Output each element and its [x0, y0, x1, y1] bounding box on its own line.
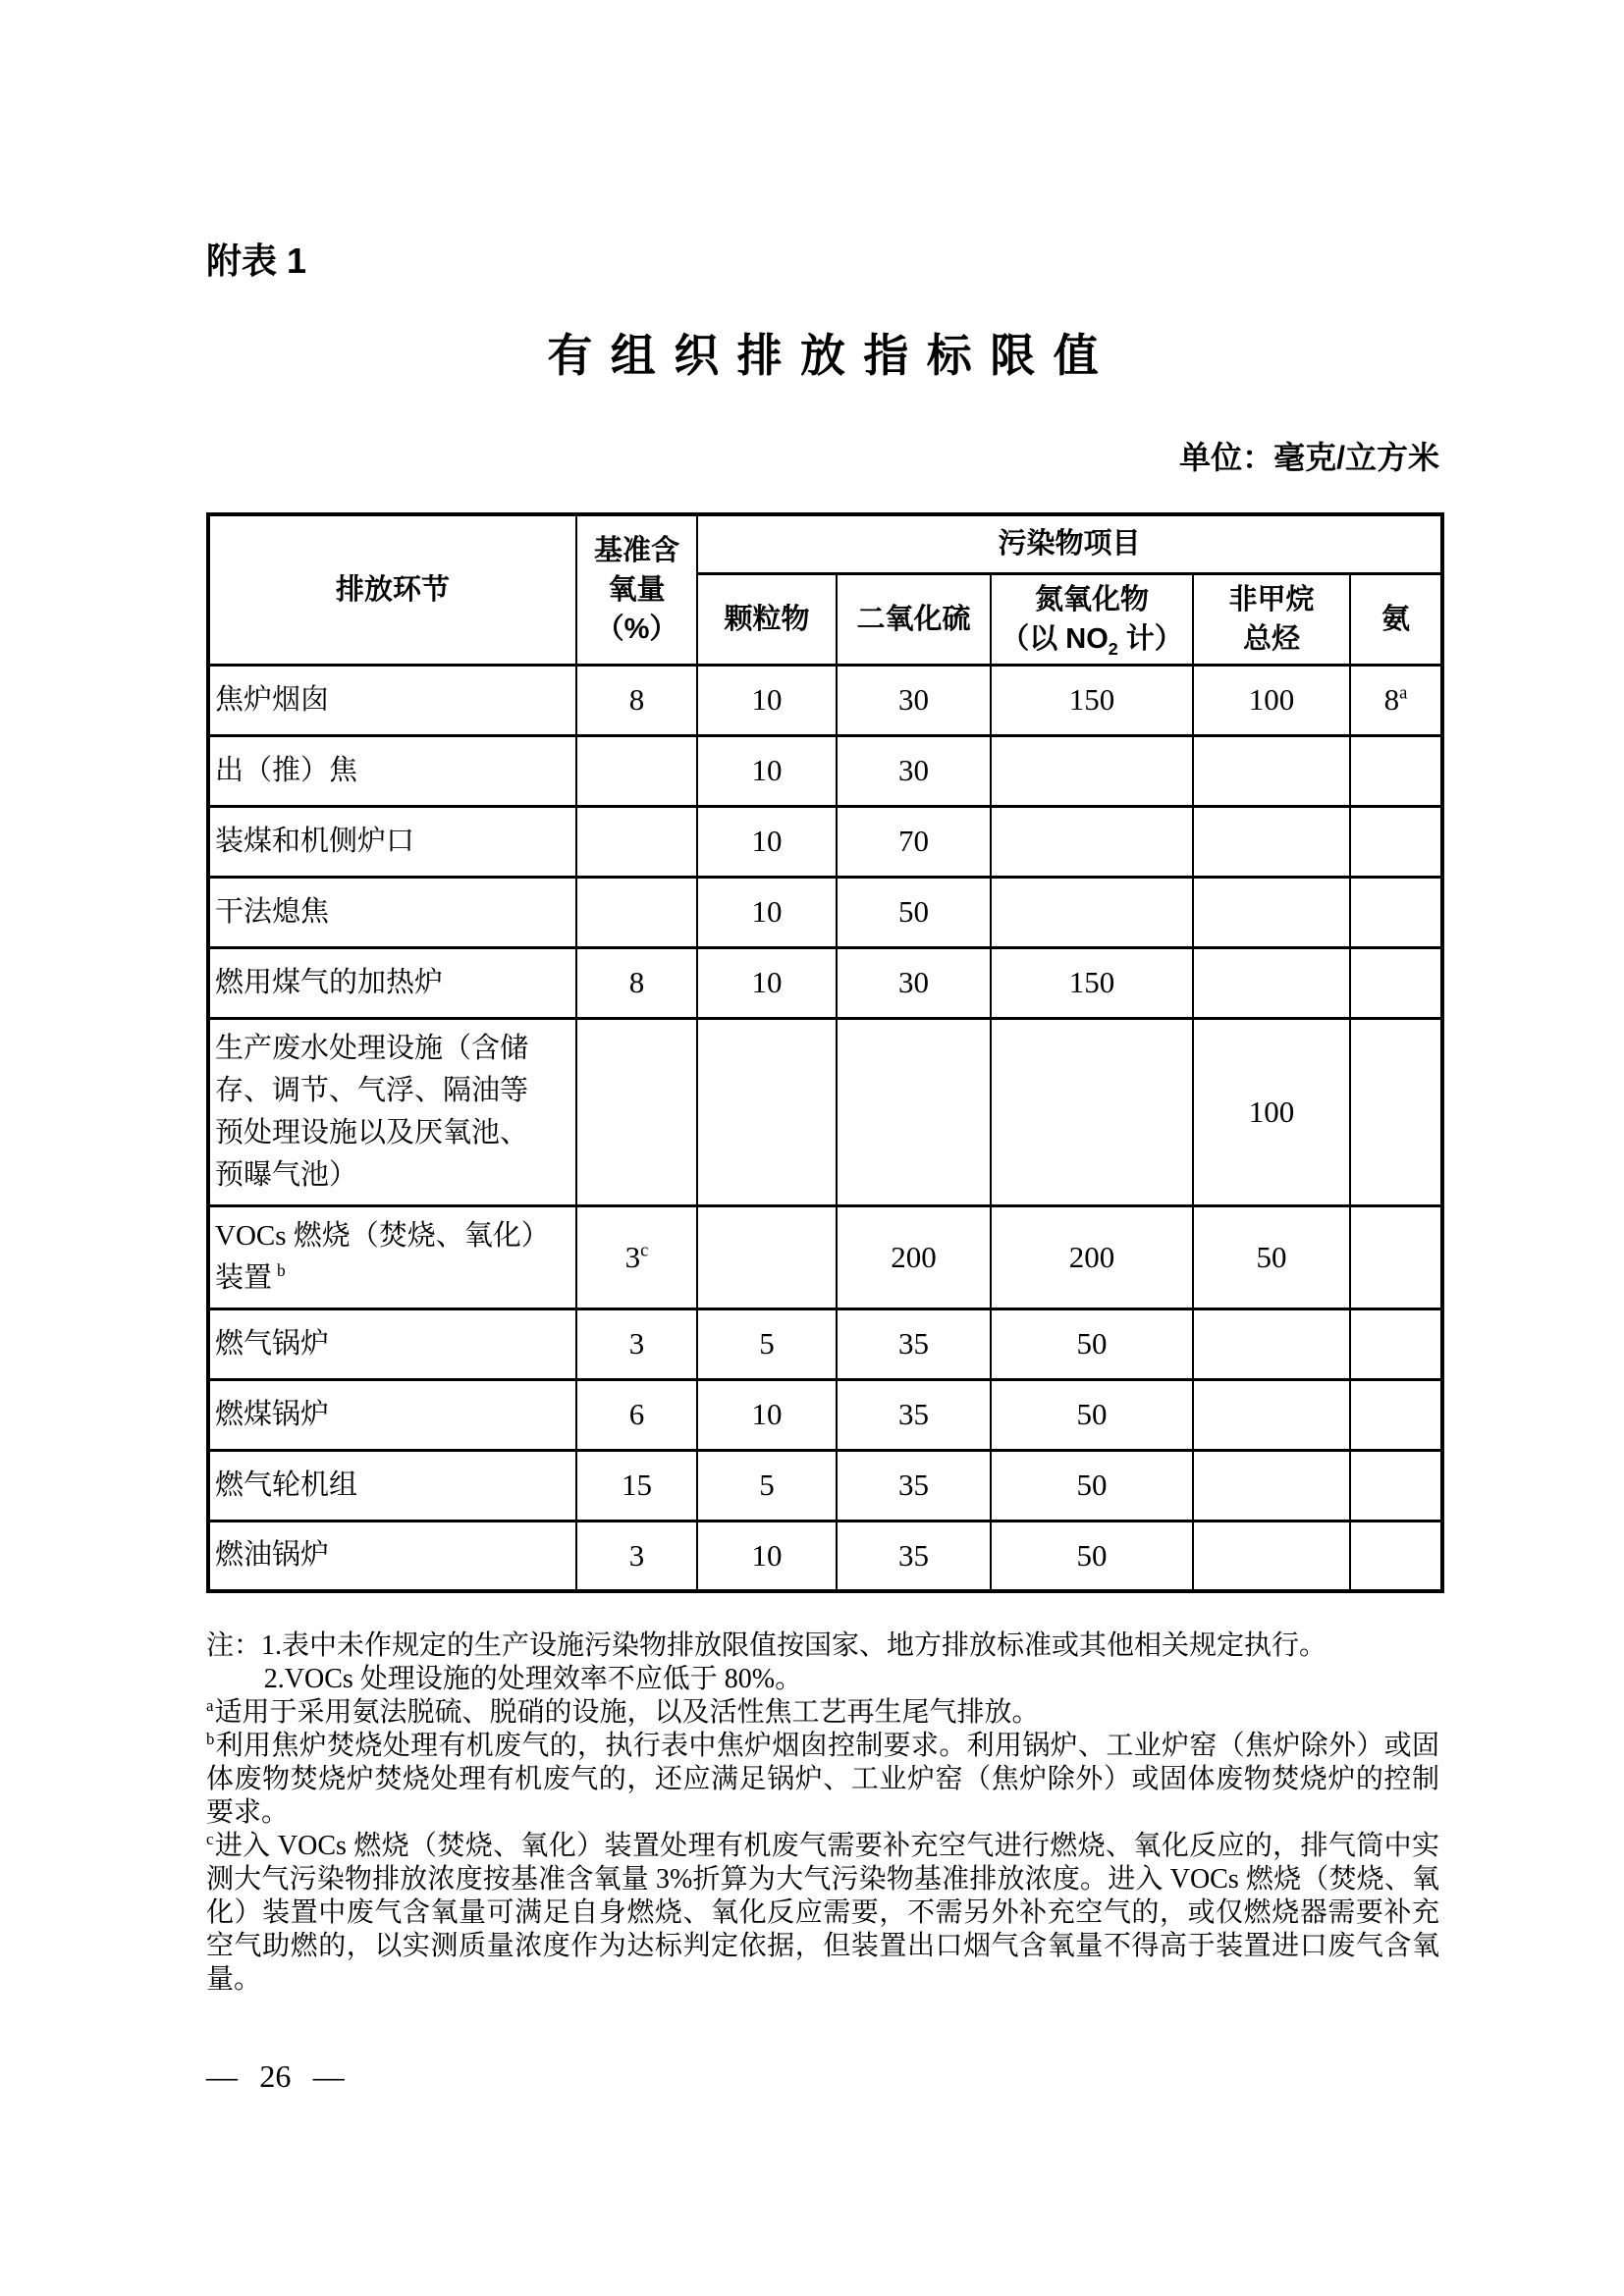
attachment-table-label: 附表 1: [206, 240, 307, 281]
table-row: [208, 1450, 1442, 1521]
cell-so2: 30: [837, 947, 991, 1018]
row-label: 装煤和机侧炉口: [215, 825, 415, 857]
table-row: [208, 665, 1442, 735]
page-title: 有组织排放指标限值: [547, 330, 1116, 381]
cell-nh3: [1350, 806, 1442, 877]
cell-nh3: [1350, 735, 1442, 806]
emission-limits-table: [206, 512, 1444, 1593]
footnote-line: [206, 1830, 1439, 1997]
cell-so2: 30: [837, 735, 991, 806]
header-baseline-oxygen-line2: 氧量: [608, 573, 666, 606]
cell-nox: 50: [991, 1379, 1193, 1450]
table-header: [208, 514, 1442, 665]
cell-nh3: [1350, 877, 1442, 947]
row-label: 出（推）焦: [215, 754, 358, 786]
cell-oxygen: 3: [576, 1521, 697, 1591]
cell-nh3: [1350, 1205, 1442, 1308]
cell-oxygen: [576, 806, 697, 877]
footnotes: [206, 1629, 1439, 1997]
cell-pm: 10: [697, 735, 837, 806]
row-label: 燃油锅炉: [215, 1539, 330, 1572]
footnote-line: [206, 1730, 1439, 1830]
row-label: 燃用煤气的加热炉: [215, 966, 444, 998]
header-nmhc-line2: 总烃: [1242, 622, 1300, 655]
cell-oxygen: [576, 735, 697, 806]
cell-oxygen: 3: [576, 1308, 697, 1379]
cell-pm: 10: [697, 947, 837, 1018]
cell-so2: 30: [837, 665, 991, 735]
cell-nh3: [1350, 1450, 1442, 1521]
footnote-text: 适用于采用氨法脱硫、脱硝的设施，以及活性焦工艺再生尾气排放。: [214, 1697, 1040, 1728]
header-pollutant-group: 污染物项目: [697, 514, 1442, 573]
header-so2: 二氧化硫: [837, 573, 991, 665]
cell-nox: 150: [991, 665, 1193, 735]
cell-pm: 10: [697, 806, 837, 877]
footnote-marker: a: [206, 1695, 214, 1715]
table-row: [208, 1205, 1442, 1308]
footnote-text: 注：1.表中未作规定的生产设施污染物排放限值按国家、地方排放标准或其他相关规定执行。: [206, 1630, 1327, 1661]
cell-so2: 200: [837, 1205, 991, 1308]
page-number: — 26 —: [206, 2058, 345, 2094]
header-baseline-oxygen-line1: 基准含: [593, 534, 679, 566]
row-label-cell: [208, 1379, 576, 1450]
cell-nmhc: [1193, 877, 1350, 947]
row-label-cell: [208, 877, 576, 947]
header-pm: 颗粒物: [697, 573, 837, 665]
row-label: 生产废水处理设施（含储存、调节、气浮、隔油等预处理设施以及厌氧池、预曝气池）: [215, 1032, 529, 1191]
cell-nh3: 8$^a$: [1350, 665, 1442, 735]
header-nh3: 氨: [1350, 573, 1442, 665]
cell-nox: 50: [991, 1521, 1193, 1591]
table-row: [208, 806, 1442, 877]
cell-pm: [697, 1205, 837, 1308]
cell-pm: 10: [697, 1379, 837, 1450]
header-baseline-oxygen-line3: （%）: [595, 613, 678, 645]
table-row: [208, 1379, 1442, 1450]
cell-oxygen: 15: [576, 1450, 697, 1521]
row-label-cell: [208, 1205, 576, 1308]
cell-pm: 10: [697, 665, 837, 735]
table-row: [208, 1521, 1442, 1591]
footnote-line: [206, 1629, 1439, 1663]
footnote-text: 利用焦炉焚烧处理有机废气的，执行表中焦炉烟囱控制要求。利用锅炉、工业炉窑（焦炉除外）或固体废物焚烧炉焚烧处理有机废气的，还应满足锅炉、工业炉窑（焦炉除外）或固体废物焚烧炉的控制要求。: [206, 1731, 1439, 1828]
cell-nh3: [1350, 947, 1442, 1018]
cell-oxygen: 8: [576, 665, 697, 735]
cell-nox: 50: [991, 1308, 1193, 1379]
cell-pm: 5: [697, 1450, 837, 1521]
row-label-cell: [208, 1450, 576, 1521]
cell-pm: [697, 1018, 837, 1205]
header-nox-subscript: 2: [1108, 638, 1118, 659]
footnote-line: [206, 1663, 1439, 1696]
cell-nmhc: [1193, 806, 1350, 877]
row-label: 燃煤锅炉: [215, 1398, 330, 1430]
cell-nox: [991, 877, 1193, 947]
cell-nox: 150: [991, 947, 1193, 1018]
cell-nh3: [1350, 1308, 1442, 1379]
row-label: 干法熄焦: [215, 895, 330, 928]
cell-nmhc: 100: [1193, 665, 1350, 735]
row-label-cell: [208, 806, 576, 877]
cell-so2: 35: [837, 1521, 991, 1591]
cell-oxygen: [576, 877, 697, 947]
cell-nmhc: [1193, 947, 1350, 1018]
row-label-cell: [208, 1308, 576, 1379]
header-nmhc: [1193, 573, 1350, 665]
cell-so2: 35: [837, 1450, 991, 1521]
footnote-text: 进入 VOCs 燃烧（焚烧、氧化）装置处理有机废气需要补充空气进行燃烧、氧化反应的，排气筒中实测大气污染物排放浓度按基准含氧量 3%折算为大气污染物基准排放浓度。进入 VOCs 燃烧（焚烧、氧化）装置中废气含氧量可满足自身燃烧、氧化反应需要，不需另外补充空气的，或仅燃烧器需要补充空气助燃的，以实测质量浓度作为达标判定依据，但装置出口烟气含氧量不得高于装置进口废气含氧量。: [206, 1831, 1439, 1995]
row-label: 燃气锅炉: [215, 1327, 330, 1360]
cell-pm: 10: [697, 877, 837, 947]
row-label-superscript: b: [277, 1259, 286, 1280]
cell-nmhc: [1193, 1379, 1350, 1450]
cell-nh3: [1350, 1521, 1442, 1591]
row-label-cell: [208, 665, 576, 735]
row-label: VOCs 燃烧（焚烧、氧化）装置: [215, 1219, 550, 1294]
cell-oxygen: [576, 1018, 697, 1205]
footnote-line: [206, 1696, 1439, 1730]
footnote-marker: b: [206, 1729, 215, 1748]
cell-nox: 50: [991, 1450, 1193, 1521]
header-nmhc-line1: 非甲烷: [1228, 583, 1315, 615]
table-row: [208, 735, 1442, 806]
header-baseline-oxygen: [576, 514, 697, 665]
row-label: 焦炉烟囱: [215, 683, 330, 716]
header-nox-line2: （以 $NO_2$ 计）: [1001, 622, 1183, 659]
footnote-text: 2.VOCs 处理设施的处理效率不应低于 80%。: [263, 1664, 803, 1694]
cell-so2: 35: [837, 1379, 991, 1450]
header-nox: [991, 573, 1193, 665]
cell-nh3: [1350, 1379, 1442, 1450]
cell-oxygen: 6: [576, 1379, 697, 1450]
cell-nox: [991, 735, 1193, 806]
cell-so2: 70: [837, 806, 991, 877]
row-label-cell: [208, 1018, 576, 1205]
cell-nmhc: 50: [1193, 1205, 1350, 1308]
row-label-cell: [208, 947, 576, 1018]
table-row: [208, 947, 1442, 1018]
header-emission-stage: 排放环节: [208, 514, 576, 665]
table-row: [208, 877, 1442, 947]
table-row: [208, 1018, 1442, 1205]
cell-nmhc: [1193, 1450, 1350, 1521]
cell-nmhc: 100: [1193, 1018, 1350, 1205]
table-row: [208, 1308, 1442, 1379]
footnote-marker: c: [206, 1829, 214, 1848]
cell-pm: 10: [697, 1521, 837, 1591]
cell-nmhc: [1193, 1308, 1350, 1379]
cell-nox: [991, 806, 1193, 877]
cell-nmhc: [1193, 735, 1350, 806]
table-body: [208, 665, 1442, 1591]
cell-nh3: [1350, 1018, 1442, 1205]
row-label: 燃气轮机组: [215, 1468, 358, 1501]
cell-so2: 35: [837, 1308, 991, 1379]
cell-pm: 5: [697, 1308, 837, 1379]
row-label-cell: [208, 735, 576, 806]
cell-oxygen: 3$^c$: [576, 1205, 697, 1308]
row-label-cell: [208, 1521, 576, 1591]
header-nox-line1: 氮氧化物: [1034, 583, 1149, 615]
cell-so2: 50: [837, 877, 991, 947]
unit-label: 单位：毫克/立方米: [1179, 440, 1439, 475]
cell-oxygen: 8: [576, 947, 697, 1018]
cell-nox: 200: [991, 1205, 1193, 1308]
cell-nmhc: [1193, 1521, 1350, 1591]
cell-nox: [991, 1018, 1193, 1205]
cell-so2: [837, 1018, 991, 1205]
